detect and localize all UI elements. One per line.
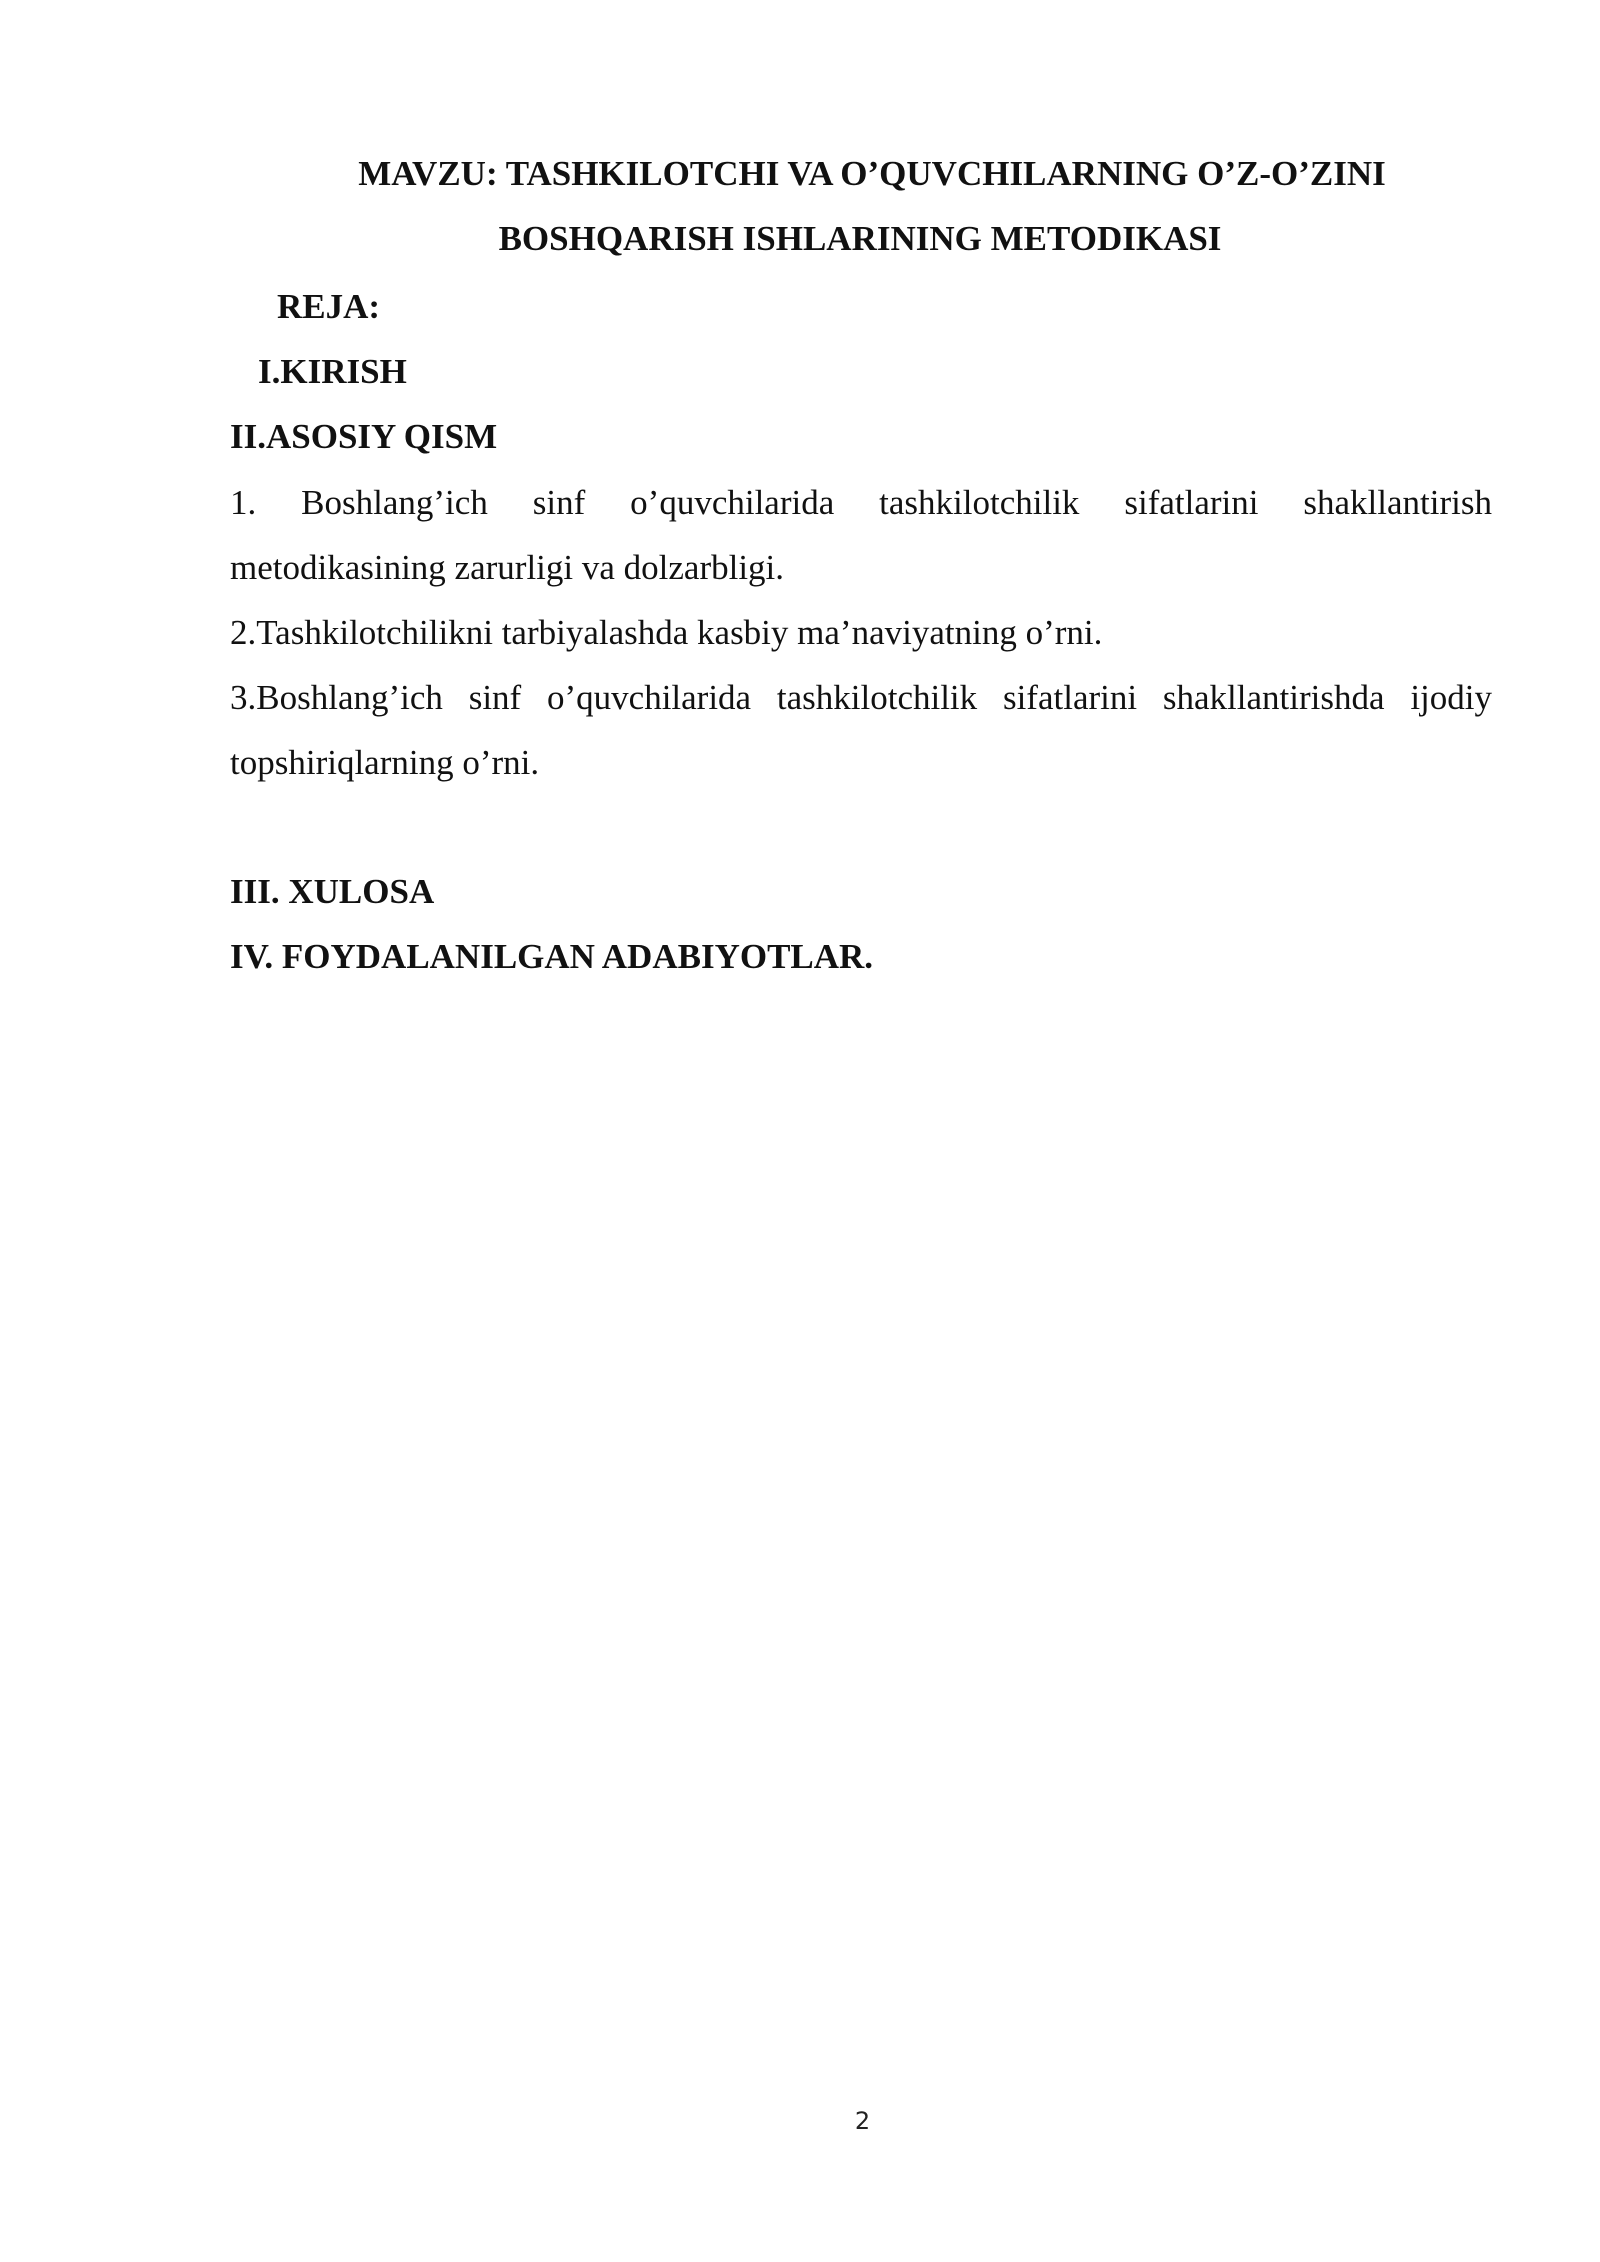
main-item-3: 3.Boshlang’ich sinf o’quvchilarida tashkilotchilik sifatlarini shakllantirishda ijodiy topshiriqlarning o’rni.	[230, 678, 1492, 782]
title-line-2: BOSHQARISH ISHLARINING METODIKASI	[498, 219, 1222, 258]
main-item-2: 2.Tashkilotchilikni tarbiyalashda kasbiy ma’naviyatning o’rni.	[230, 613, 1103, 652]
page-number: 2	[854, 2107, 871, 2135]
section-main-heading: II.ASOSIY QISM	[230, 417, 498, 456]
main-item-1: 1. Boshlang’ich sinf o’quvchilarida tashkilotchilik sifatlarini shakllantirish metodikasining zarurligi va dolzarbligi.	[230, 483, 1492, 587]
section-references-heading: IV. FOYDALANILGAN ADABIYOTLAR.	[230, 937, 874, 976]
section-conclusion-heading: III. XULOSA	[230, 872, 435, 911]
title-line-1: MAVZU: TASHKILOTCHI VA O’QUVCHILARNING O’Z-O’ZINI	[358, 154, 1386, 193]
section-intro-heading: I.KIRISH	[258, 352, 407, 391]
plan-heading: REJA:	[277, 287, 381, 326]
